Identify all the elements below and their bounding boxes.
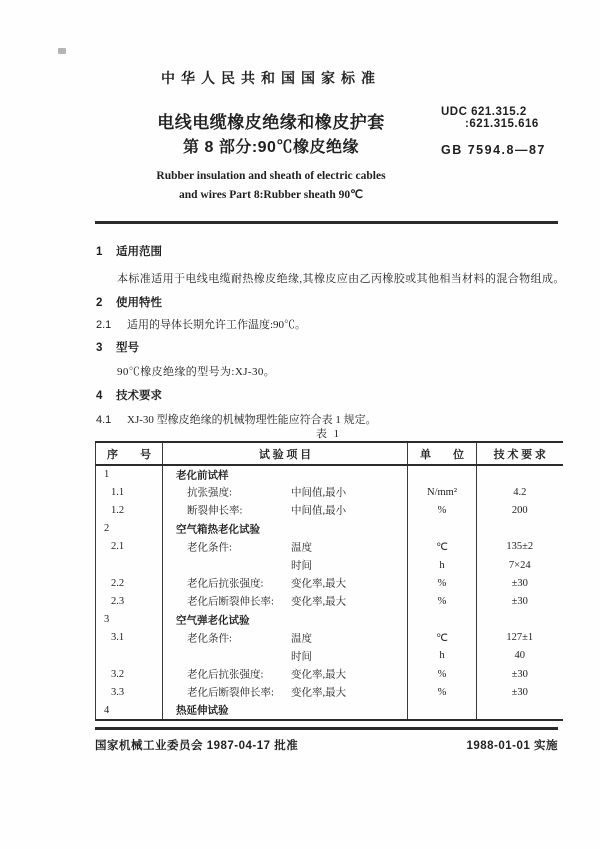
table-caption: 表 1 xyxy=(315,428,342,440)
row-requirement: 127±1 xyxy=(506,632,534,644)
row-number: 2.1 xyxy=(96,538,163,556)
standard-label: 中华人民共和国国家标准 xyxy=(161,70,381,86)
row-requirement: ±30 xyxy=(511,686,528,698)
row-number: 3.1 xyxy=(96,629,163,647)
test-item-label: 老化后断裂伸长率: xyxy=(187,596,274,608)
row-requirement xyxy=(477,611,563,629)
row-number: 2 xyxy=(96,520,163,538)
table-row xyxy=(96,629,563,647)
row-unit xyxy=(408,465,477,483)
row-test-item xyxy=(163,465,408,483)
udc-line1: UDC 621.315.2 xyxy=(441,106,527,118)
test-item-label: 老化条件: xyxy=(187,542,232,554)
table-row xyxy=(96,574,563,592)
test-item-label: 空气弹老化试验 xyxy=(176,615,250,627)
title-english-line2: and wires Part 8:Rubber sheath 90℃ xyxy=(178,189,364,201)
table-row xyxy=(96,701,563,719)
footer-divider xyxy=(95,727,558,730)
table-row xyxy=(96,647,563,665)
test-item-label: 老化后抗张强度: xyxy=(187,669,264,681)
table-row xyxy=(96,665,563,683)
section-4-number: 4 xyxy=(96,390,103,402)
section-1-paragraph: 本标准适用于电线电缆耐热橡皮绝缘,其橡皮应由乙丙橡胶或其他相当材料的混合物组成。 xyxy=(117,273,565,285)
section-2-number: 2 xyxy=(96,297,103,309)
row-number: 3.3 xyxy=(96,683,163,701)
section-1-number: 1 xyxy=(96,246,103,258)
row-requirement: ±30 xyxy=(511,595,528,607)
row-number: 2.2 xyxy=(96,574,163,592)
test-item-label: 老化条件: xyxy=(187,633,232,645)
row-test-item xyxy=(163,701,408,719)
row-test-item xyxy=(163,665,408,683)
section-3-paragraph: 90℃橡皮绝缘的型号为:XJ-30。 xyxy=(117,366,276,378)
header-divider xyxy=(95,221,558,224)
test-item-label: 抗张强度: xyxy=(187,487,232,499)
test-item-criterion: 温度 xyxy=(291,633,312,645)
row-test-item xyxy=(163,683,408,701)
test-item-criterion: 变化率,最大 xyxy=(291,596,347,608)
col-header-no: 序 号 xyxy=(96,442,163,465)
test-item-criterion: 变化率,最大 xyxy=(291,669,347,681)
section-4-heading xyxy=(96,387,162,403)
section-4-title: 技术要求 xyxy=(116,390,162,402)
row-number: 3 xyxy=(96,611,163,629)
table-row xyxy=(96,592,563,610)
table-row xyxy=(96,465,563,483)
clause-2-1-number: 2.1 xyxy=(96,319,112,331)
col-header-item: 试 验 项 目 xyxy=(163,442,408,465)
row-test-item xyxy=(163,538,408,556)
spec-table-body xyxy=(96,465,563,720)
row-requirement: ±30 xyxy=(511,668,528,680)
clause-2-1-text: 适用的导体长期允许工作温度:90℃。 xyxy=(127,319,307,331)
row-unit xyxy=(408,701,477,719)
test-item-criterion: 时间 xyxy=(291,651,312,663)
row-requirement xyxy=(477,520,563,538)
spec-table xyxy=(95,441,563,721)
row-test-item xyxy=(163,611,408,629)
row-test-item xyxy=(163,592,408,610)
row-unit: % xyxy=(408,592,477,610)
col-header-req: 技 术 要 求 xyxy=(477,442,563,465)
section-3-heading xyxy=(96,339,139,355)
row-requirement: 40 xyxy=(514,650,525,662)
standard-number: GB 7594.8—87 xyxy=(441,143,546,157)
row-test-item xyxy=(163,520,408,538)
row-number: 2.3 xyxy=(96,592,163,610)
test-item-label: 老化前试样 xyxy=(176,470,229,482)
udc-number xyxy=(441,106,539,130)
row-requirement: 135±2 xyxy=(506,541,534,553)
row-requirement: 7×24 xyxy=(508,559,531,571)
table-header-row xyxy=(96,442,563,465)
row-test-item xyxy=(163,483,408,501)
section-3-number: 3 xyxy=(96,342,103,354)
row-number: 4 xyxy=(96,701,163,719)
row-unit: N/mm² xyxy=(408,483,477,501)
table-row xyxy=(96,538,563,556)
row-unit xyxy=(408,611,477,629)
row-requirement: 4.2 xyxy=(513,486,527,498)
test-item-label: 热延伸试验 xyxy=(176,705,229,717)
row-requirement xyxy=(477,465,563,483)
table-row xyxy=(96,556,563,574)
test-item-criterion: 变化率,最大 xyxy=(291,687,347,699)
row-unit: % xyxy=(408,683,477,701)
scan-artifact xyxy=(58,48,66,54)
table-row xyxy=(96,683,563,701)
row-requirement: ±30 xyxy=(511,577,528,589)
test-item-criterion: 中间值,最小 xyxy=(291,487,347,499)
test-item-criterion: 变化率,最大 xyxy=(291,578,347,590)
row-unit: ℃ xyxy=(408,629,477,647)
udc-line2: :621.315.616 xyxy=(465,118,539,130)
row-unit: % xyxy=(408,501,477,519)
table-row xyxy=(96,520,563,538)
row-unit: h xyxy=(408,556,477,574)
row-number xyxy=(96,647,163,665)
clause-4-1-text: XJ-30 型橡皮绝缘的机械物理性能应符合表 1 规定。 xyxy=(127,414,377,426)
test-item-label: 空气箱热老化试验 xyxy=(176,524,260,536)
row-test-item xyxy=(163,647,408,665)
row-number: 1.1 xyxy=(96,483,163,501)
section-2-heading xyxy=(96,294,162,310)
test-item-label: 老化后抗张强度: xyxy=(187,578,264,590)
approval-note: 国家机械工业委员会 1987-04-17 批准 xyxy=(95,740,299,752)
section-2-title: 使用特性 xyxy=(116,297,162,309)
row-test-item xyxy=(163,629,408,647)
row-number: 1 xyxy=(96,465,163,483)
row-requirement xyxy=(477,701,563,719)
row-test-item xyxy=(163,556,408,574)
section-3-title: 型号 xyxy=(116,342,139,354)
table-row xyxy=(96,501,563,519)
section-1-heading xyxy=(96,243,162,259)
table-row xyxy=(96,611,563,629)
row-test-item xyxy=(163,501,408,519)
row-unit xyxy=(408,520,477,538)
row-unit: % xyxy=(408,665,477,683)
row-test-item xyxy=(163,574,408,592)
clause-2-1 xyxy=(96,316,306,332)
test-item-label: 老化后断裂伸长率: xyxy=(187,687,274,699)
row-unit: ℃ xyxy=(408,538,477,556)
row-unit: h xyxy=(408,647,477,665)
implementation-note: 1988-01-01 实施 xyxy=(466,740,558,752)
col-header-unit: 单 位 xyxy=(408,442,477,465)
row-number xyxy=(96,556,163,574)
title-chinese-line1: 电线电缆橡皮绝缘和橡皮护套 xyxy=(157,113,385,132)
test-item-criterion: 时间 xyxy=(291,560,312,572)
section-1-title: 适用范围 xyxy=(116,246,162,258)
row-number: 3.2 xyxy=(96,665,163,683)
table-row xyxy=(96,483,563,501)
test-item-label: 断裂伸长率: xyxy=(187,505,243,517)
title-chinese-line2: 第 8 部分:90℃橡皮绝缘 xyxy=(183,139,359,156)
row-unit: % xyxy=(408,574,477,592)
clause-4-1-number: 4.1 xyxy=(96,414,112,426)
test-item-criterion: 温度 xyxy=(291,542,312,554)
title-english-line1: Rubber insulation and sheath of electric cables xyxy=(156,170,386,182)
test-item-criterion: 中间值,最小 xyxy=(291,505,347,517)
row-number: 1.2 xyxy=(96,501,163,519)
row-requirement: 200 xyxy=(511,504,528,516)
